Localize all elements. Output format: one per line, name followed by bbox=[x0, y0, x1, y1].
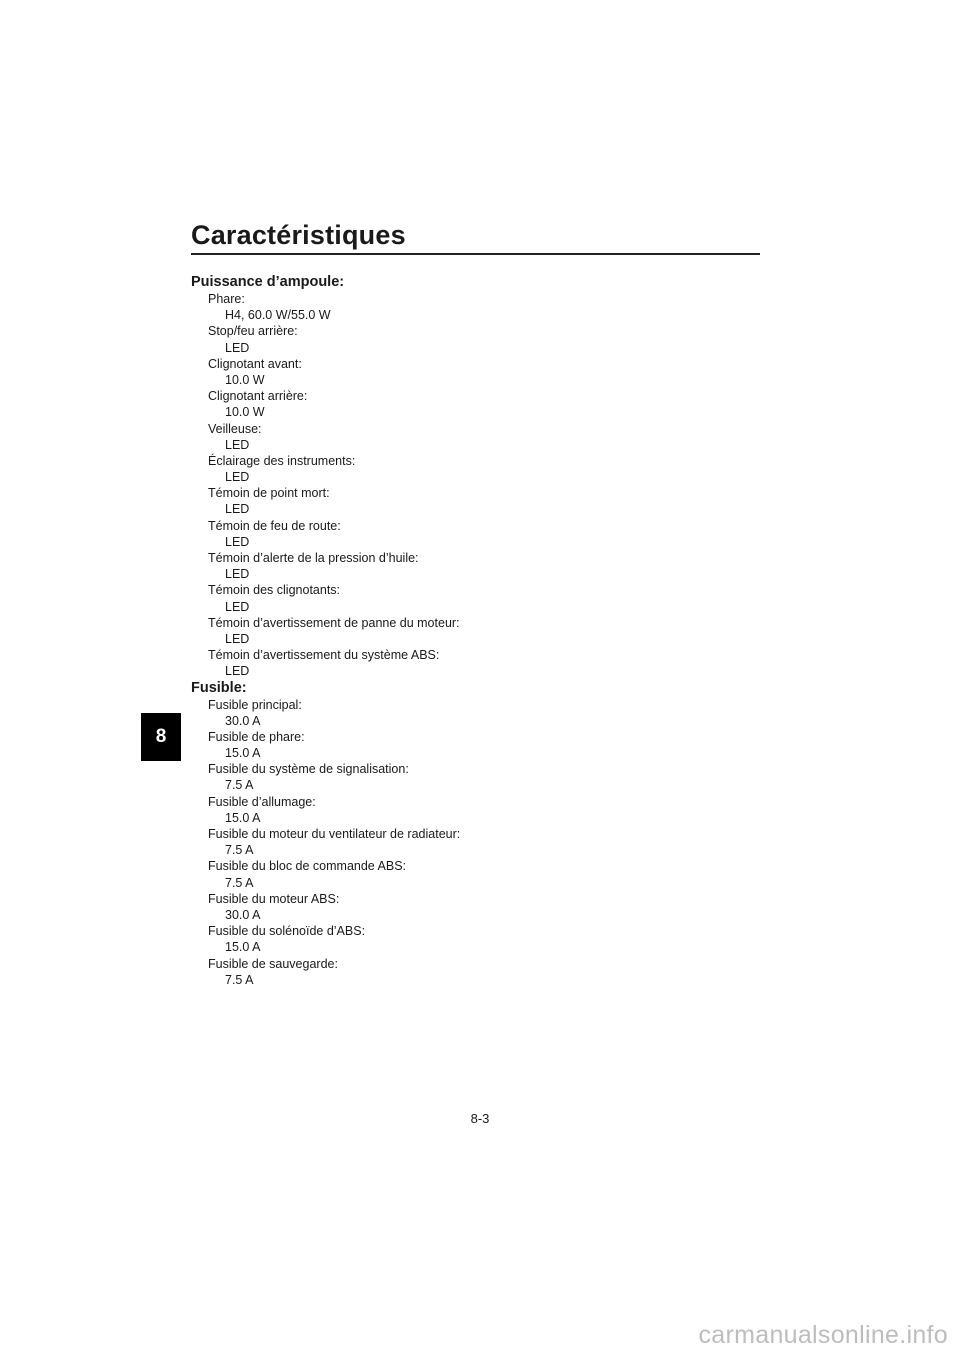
spec-value: LED bbox=[225, 534, 250, 549]
spec-value: LED bbox=[225, 599, 250, 614]
spec-value: LED bbox=[225, 437, 250, 452]
spec-value: LED bbox=[225, 567, 250, 582]
spec-label: Fusible du solénoïde d’ABS: bbox=[208, 924, 366, 939]
spec-label: Fusible principal: bbox=[208, 697, 302, 712]
title-divider bbox=[191, 253, 760, 255]
spec-label: Témoin de point mort: bbox=[208, 486, 330, 501]
spec-value: LED bbox=[225, 664, 250, 679]
spec-value: 10.0 W bbox=[225, 405, 265, 420]
spec-value: 15.0 A bbox=[225, 940, 261, 955]
spec-label: Fusible de phare: bbox=[208, 729, 305, 744]
spec-label: Témoin d’avertissement de panne du moteur: bbox=[208, 615, 460, 630]
spec-label: Clignotant avant: bbox=[208, 356, 302, 371]
spec-value: 7.5 A bbox=[225, 875, 254, 890]
spec-value: LED bbox=[225, 502, 250, 517]
page-title: Caractéristiques bbox=[191, 220, 406, 250]
spec-label: Veilleuse: bbox=[208, 421, 262, 436]
spec-value: LED bbox=[225, 631, 250, 646]
page-number: 8-3 bbox=[470, 1111, 490, 1126]
spec-label: Stop/feu arrière: bbox=[208, 324, 298, 339]
spec-section bbox=[191, 274, 751, 680]
spec-label: Fusible d’allumage: bbox=[208, 794, 316, 809]
spec-label: Fusible du système de signalisation: bbox=[208, 762, 409, 777]
spec-value: 7.5 A bbox=[225, 778, 254, 793]
spec-value: 7.5 A bbox=[225, 972, 254, 987]
spec-label: Témoin de feu de route: bbox=[208, 518, 341, 533]
spec-value: LED bbox=[225, 470, 250, 485]
spec-label: Témoin des clignotants: bbox=[208, 583, 341, 598]
section-heading: Fusible: bbox=[191, 679, 247, 696]
spec-label: Fusible du moteur du ventilateur de radiateur: bbox=[208, 827, 461, 841]
spec-label: Témoin d’alerte de la pression d’huile: bbox=[208, 551, 419, 565]
spec-value: H4, 60.0 W/55.0 W bbox=[225, 308, 331, 323]
spec-value: 10.0 W bbox=[225, 372, 265, 387]
spec-value: 30.0 A bbox=[225, 907, 261, 922]
spec-content bbox=[191, 274, 751, 988]
spec-label: Fusible du bloc de commande ABS: bbox=[208, 859, 407, 874]
spec-label: Témoin d’avertissement du système ABS: bbox=[208, 648, 440, 663]
spec-label: Fusible du moteur ABS: bbox=[208, 891, 340, 906]
spec-label: Phare: bbox=[208, 292, 245, 306]
section-heading: Puissance d’ampoule: bbox=[191, 274, 345, 290]
spec-section bbox=[191, 680, 751, 988]
spec-label: Fusible de sauvegarde: bbox=[208, 956, 338, 971]
watermark: carmanualsonline.info bbox=[698, 1321, 948, 1349]
spec-value: 15.0 A bbox=[225, 810, 261, 825]
spec-value: 30.0 A bbox=[225, 713, 261, 728]
spec-value: 7.5 A bbox=[225, 843, 254, 858]
spec-label: Éclairage des instruments: bbox=[208, 453, 356, 468]
spec-label: Clignotant arrière: bbox=[208, 389, 308, 404]
spec-value: LED bbox=[225, 340, 250, 355]
spec-value: 15.0 A bbox=[225, 746, 261, 761]
chapter-tab: 8 bbox=[141, 713, 181, 761]
